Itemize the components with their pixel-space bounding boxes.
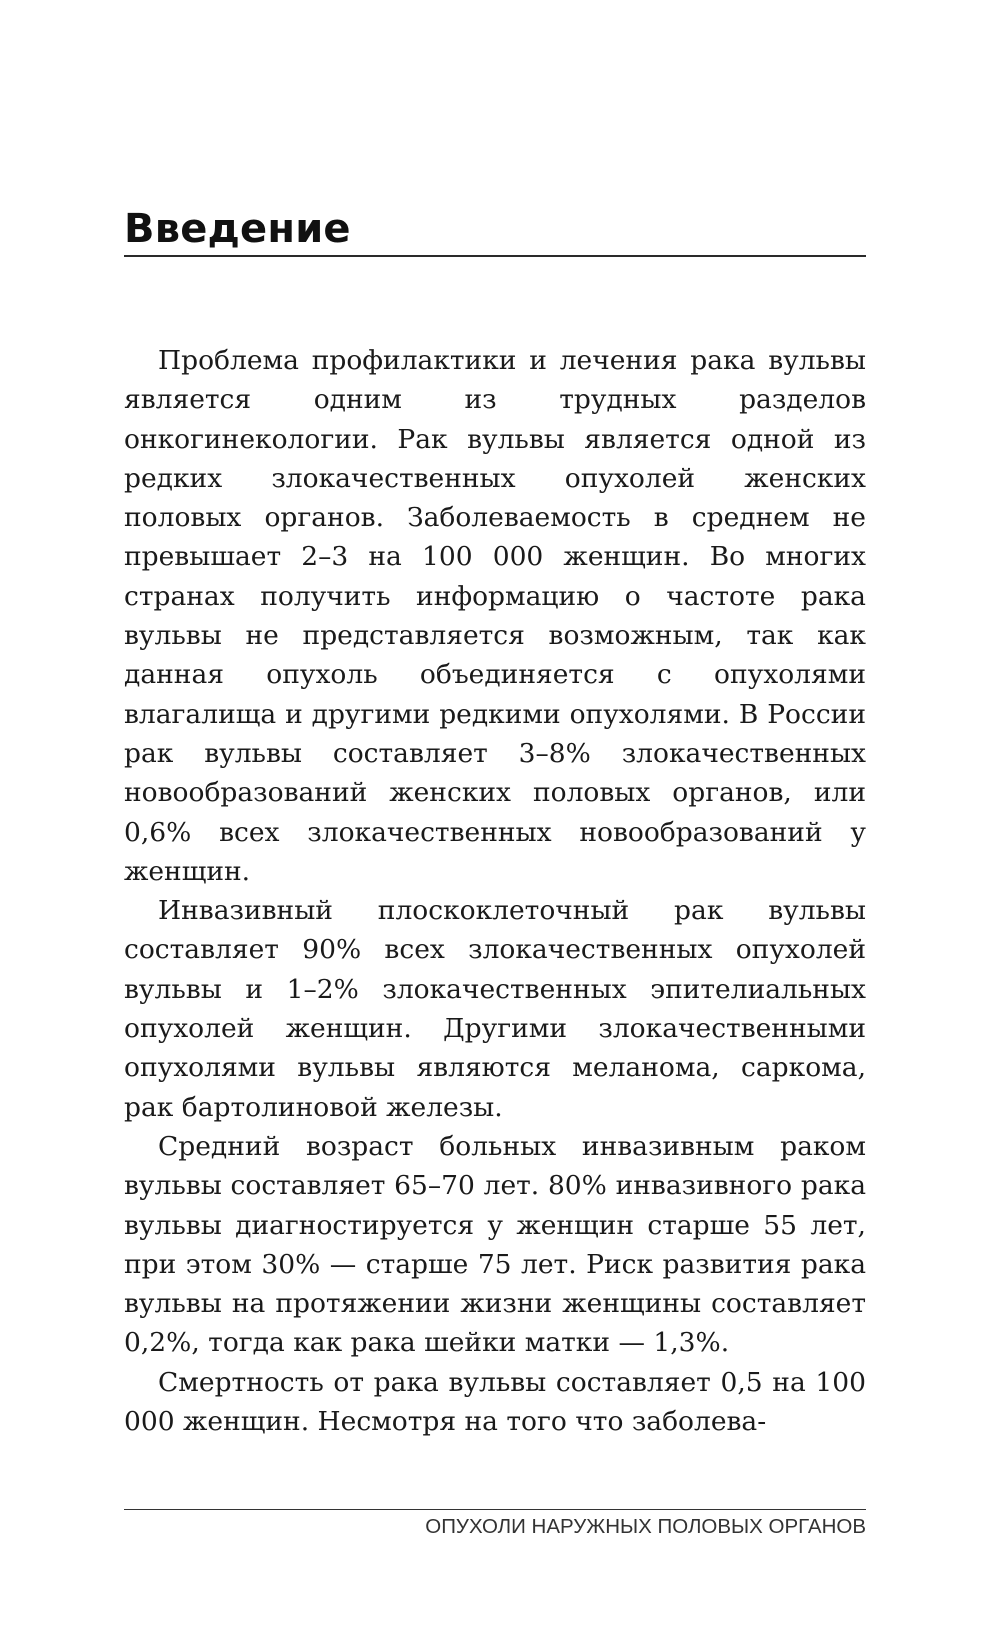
paragraph-3: Средний возраст больных инвазивным раком вульвы составляет 65–70 лет. 80% инвазивного рака вульвы диагностируется у женщин старше 55 лет, при этом 30% — старше 75 лет. Риск развития рака вульвы на протяжении жизни женщины составляет 0,2%, тогда как рака шейки матки — 1,3%.	[124, 1130, 866, 1359]
chapter-title: Введение	[124, 206, 351, 252]
title-underline	[124, 255, 866, 257]
paragraph-4: Смертность от рака вульвы составляет 0,5 на 100 000 женщин. Несмотря на того что заболева-	[124, 1366, 866, 1438]
body-text	[124, 341, 866, 1441]
paragraph-2: Инвазивный плоскоклеточный рак вульвы составляет 90% всех злокачественных опухолей вульвы и 1–2% злокачественных эпителиальных опухолей женщин. Другими злокачественными опухолями вульвы являются меланома, саркома, рак бартолиновой железы.	[124, 895, 866, 1123]
running-footer-title: ОПУХОЛИ НАРУЖНЫХ ПОЛОВЫХ ОРГАНОВ	[425, 1515, 866, 1538]
footer-rule	[124, 1509, 866, 1510]
paragraph-1: Проблема профилактики и лечения рака вульвы является одним из трудных разделов онкогинекологии. Рак вульвы является одной из редких злокачественных опухолей женских половых органов. Заболеваемость в среднем не превышает 2–3 на 100 000 женщин. Во многих странах получить информацию о частоте рака вульвы не представляется возможным, так как данная опухоль объединяется с опухолями влагалища и другими редкими опухолями. В России рак вульвы составляет 3–8% злокачественных новообразований женских половых органов, или 0,6% всех злокачественных новообразований у женщин.	[124, 345, 866, 887]
